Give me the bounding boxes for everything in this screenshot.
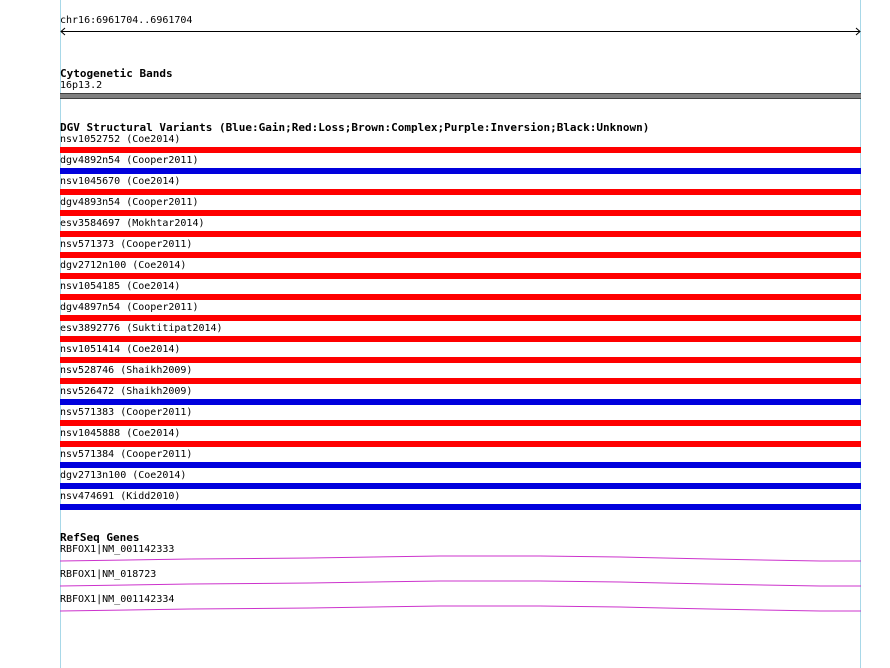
dgv-variant-bar[interactable]	[60, 420, 861, 426]
refseq-gene-label[interactable]: RBFOX1|NM_018723	[60, 569, 157, 580]
dgv-variant-bar[interactable]	[60, 273, 861, 279]
cytoband-bar[interactable]	[60, 93, 861, 99]
dgv-variant-bar[interactable]	[60, 462, 861, 468]
refseq-track-title: RefSeq Genes	[60, 531, 140, 544]
dgv-variant-bar[interactable]	[60, 189, 861, 195]
dgv-variant-label[interactable]: nsv571373 (Cooper2011)	[60, 239, 193, 250]
refseq-gene-label[interactable]: RBFOX1|NM_001142333	[60, 544, 175, 555]
dgv-variant-bar[interactable]	[60, 336, 861, 342]
dgv-variant-bar[interactable]	[60, 147, 861, 153]
right-guide-line	[860, 0, 861, 668]
dgv-variant-bar[interactable]	[60, 399, 861, 405]
dgv-variant-bar[interactable]	[60, 294, 861, 300]
dgv-variant-bar[interactable]	[60, 378, 861, 384]
dgv-variant-label[interactable]: nsv571383 (Cooper2011)	[60, 407, 193, 418]
dgv-variant-bar[interactable]	[60, 357, 861, 363]
dgv-variant-label[interactable]: esv3584697 (Mokhtar2014)	[60, 218, 205, 229]
dgv-variant-bar[interactable]	[60, 504, 861, 510]
dgv-variant-label[interactable]: dgv4892n54 (Cooper2011)	[60, 155, 199, 166]
dgv-variant-label[interactable]: nsv474691 (Kidd2010)	[60, 491, 181, 502]
dgv-variant-label[interactable]: nsv528746 (Shaikh2009)	[60, 365, 193, 376]
dgv-variant-label[interactable]: nsv1045670 (Coe2014)	[60, 176, 181, 187]
refseq-gene-line[interactable]	[60, 578, 861, 588]
dgv-variant-bar[interactable]	[60, 252, 861, 258]
dgv-variant-label[interactable]: nsv571384 (Cooper2011)	[60, 449, 193, 460]
dgv-variant-label[interactable]: dgv2712n100 (Coe2014)	[60, 260, 187, 271]
dgv-variant-bar[interactable]	[60, 231, 861, 237]
position-label: chr16:6961704..6961704	[60, 15, 193, 26]
cytoband-track-title: Cytogenetic Bands	[60, 67, 173, 80]
dgv-variant-label[interactable]: esv3892776 (Suktitipat2014)	[60, 323, 223, 334]
refseq-gene-line[interactable]	[60, 553, 861, 563]
dgv-variant-label[interactable]: nsv1052752 (Coe2014)	[60, 134, 181, 145]
dgv-variant-bar[interactable]	[60, 315, 861, 321]
dgv-variant-bar[interactable]	[60, 483, 861, 489]
refseq-gene-label[interactable]: RBFOX1|NM_001142334	[60, 594, 175, 605]
dgv-variant-label[interactable]: nsv1045888 (Coe2014)	[60, 428, 181, 439]
dgv-variant-label[interactable]: dgv4897n54 (Cooper2011)	[60, 302, 199, 313]
dgv-variant-label[interactable]: dgv4893n54 (Cooper2011)	[60, 197, 199, 208]
dgv-variant-bar[interactable]	[60, 210, 861, 216]
dgv-track-title: DGV Structural Variants (Blue:Gain;Red:Loss;Brown:Complex;Purple:Inversion;Black:Unknown)	[60, 121, 650, 134]
position-ruler	[60, 26, 861, 37]
refseq-gene-line[interactable]	[60, 603, 861, 613]
dgv-variant-bar[interactable]	[60, 168, 861, 174]
cytoband-label: 16p13.2	[60, 80, 103, 91]
dgv-variant-label[interactable]: nsv1051414 (Coe2014)	[60, 344, 181, 355]
dgv-variant-bar[interactable]	[60, 441, 861, 447]
dgv-variant-label[interactable]: nsv526472 (Shaikh2009)	[60, 386, 193, 397]
dgv-variant-label[interactable]: dgv2713n100 (Coe2014)	[60, 470, 187, 481]
dgv-variant-label[interactable]: nsv1054185 (Coe2014)	[60, 281, 181, 292]
